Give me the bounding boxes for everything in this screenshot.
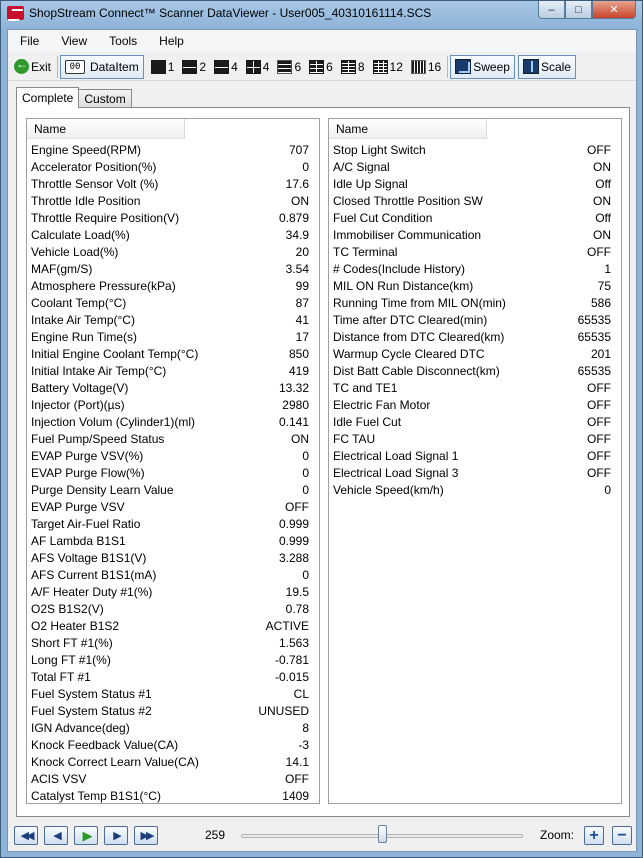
parameter-value: 0 bbox=[302, 466, 309, 480]
tab-strip bbox=[16, 87, 131, 108]
parameter-value: OFF bbox=[587, 143, 611, 157]
data-row[interactable] bbox=[27, 771, 319, 788]
parameter-value: ACTIVE bbox=[265, 619, 309, 633]
data-row[interactable] bbox=[27, 346, 319, 363]
parameter-name: A/F Heater Duty #1(%) bbox=[31, 585, 153, 599]
client-area bbox=[7, 29, 637, 852]
layout-2-label: 2 bbox=[199, 59, 207, 74]
exit-label: Exit bbox=[31, 59, 52, 74]
layout-8-button[interactable] bbox=[337, 55, 369, 79]
frame-slider-thumb[interactable] bbox=[378, 825, 387, 843]
data-row[interactable] bbox=[329, 193, 621, 210]
parameter-name: Purge Density Learn Value bbox=[31, 483, 174, 497]
data-row[interactable] bbox=[329, 482, 621, 499]
app-logo-icon bbox=[7, 6, 24, 20]
toolbar-separator bbox=[447, 56, 448, 78]
left-name-column-header[interactable]: Name bbox=[27, 119, 185, 139]
maximize-button[interactable]: □ bbox=[565, 1, 592, 19]
layout-1-button[interactable] bbox=[147, 55, 179, 79]
data-row[interactable] bbox=[329, 261, 621, 278]
data-row[interactable] bbox=[329, 363, 621, 380]
parameter-name: Vehicle Speed(km/h) bbox=[333, 483, 444, 497]
tab-custom[interactable]: Custom bbox=[78, 89, 131, 108]
parameter-value: 65535 bbox=[577, 330, 611, 344]
parameter-name: Fuel System Status #2 bbox=[31, 704, 152, 718]
parameter-name: Throttle Idle Position bbox=[31, 194, 141, 208]
data-row[interactable] bbox=[27, 788, 319, 804]
zoom-in-button[interactable]: + bbox=[584, 826, 604, 845]
right-rows bbox=[329, 139, 621, 499]
parameter-value: 14.1 bbox=[285, 755, 309, 769]
layout-6-rows-label: 6 bbox=[294, 59, 302, 74]
data-row[interactable] bbox=[27, 397, 319, 414]
parameter-name: AF Lambda B1S1 bbox=[31, 534, 126, 548]
menu-tools[interactable]: Tools bbox=[109, 34, 138, 48]
window-title: ShopStream Connect™ Scanner DataViewer - User005_40310161114.SCS bbox=[29, 6, 432, 20]
parameter-name: Catalyst Temp B1S1(°C) bbox=[31, 789, 161, 803]
title-bar[interactable] bbox=[1, 1, 642, 27]
parameter-value: 0.999 bbox=[278, 517, 309, 531]
data-row[interactable] bbox=[27, 329, 319, 346]
first-frame-button[interactable]: ◀◀ bbox=[14, 826, 38, 845]
parameter-value: 707 bbox=[288, 143, 309, 157]
data-row[interactable] bbox=[329, 142, 621, 159]
parameter-value: CL bbox=[293, 687, 309, 701]
parameter-name: IGN Advance(deg) bbox=[31, 721, 130, 735]
parameter-value: 3.288 bbox=[278, 551, 309, 565]
parameter-value: OFF bbox=[587, 466, 611, 480]
data-row[interactable] bbox=[329, 295, 621, 312]
parameter-value: 87 bbox=[295, 296, 309, 310]
parameter-name: Coolant Temp(°C) bbox=[31, 296, 127, 310]
grid-1-icon bbox=[151, 60, 166, 74]
parameter-name: Fuel Cut Condition bbox=[333, 211, 433, 225]
parameter-name: Distance from DTC Cleared(km) bbox=[333, 330, 505, 344]
parameter-name: Idle Fuel Cut bbox=[333, 415, 402, 429]
sweep-icon bbox=[455, 59, 471, 74]
layout-8-label: 8 bbox=[357, 59, 365, 74]
grid-2-icon bbox=[182, 60, 197, 74]
parameter-value: 0 bbox=[604, 483, 611, 497]
parameter-name: Immobiliser Communication bbox=[333, 228, 482, 242]
parameter-value: ON bbox=[593, 194, 611, 208]
parameter-name: EVAP Purge Flow(%) bbox=[31, 466, 145, 480]
parameter-value: OFF bbox=[285, 772, 309, 786]
scale-button[interactable] bbox=[518, 55, 576, 79]
data-row[interactable] bbox=[329, 210, 621, 227]
layout-4-rows-button[interactable] bbox=[210, 55, 242, 79]
parameter-name: Injector (Port)(µs) bbox=[31, 398, 125, 412]
parameter-name: MAF(gm/S) bbox=[31, 262, 93, 276]
parameter-name: Atmosphere Pressure(kPa) bbox=[31, 279, 176, 293]
data-row[interactable] bbox=[329, 159, 621, 176]
parameter-value: 17 bbox=[295, 330, 309, 344]
data-row[interactable] bbox=[329, 244, 621, 261]
parameter-name: Closed Throttle Position SW bbox=[333, 194, 483, 208]
parameter-name: Throttle Sensor Volt (%) bbox=[31, 177, 159, 191]
parameter-value: 3.54 bbox=[285, 262, 309, 276]
data-row[interactable] bbox=[27, 431, 319, 448]
parameter-name: Intake Air Temp(°C) bbox=[31, 313, 135, 327]
parameter-name: Knock Correct Learn Value(CA) bbox=[31, 755, 199, 769]
parameter-value: 0.78 bbox=[285, 602, 309, 616]
parameter-name: Fuel Pump/Speed Status bbox=[31, 432, 165, 446]
data-row[interactable] bbox=[329, 380, 621, 397]
left-rows bbox=[27, 139, 319, 804]
exit-icon bbox=[14, 59, 29, 74]
parameter-name: Fuel System Status #1 bbox=[31, 687, 152, 701]
data-row[interactable] bbox=[27, 533, 319, 550]
parameter-value: 0 bbox=[302, 160, 309, 174]
layout-12-button[interactable] bbox=[369, 55, 407, 79]
data-row[interactable] bbox=[27, 261, 319, 278]
parameter-value: 850 bbox=[288, 347, 309, 361]
next-frame-button[interactable]: ▶ bbox=[104, 826, 128, 845]
data-row[interactable] bbox=[27, 550, 319, 567]
parameter-name: Short FT #1(%) bbox=[31, 636, 113, 650]
parameter-value: OFF bbox=[587, 432, 611, 446]
data-row[interactable] bbox=[329, 176, 621, 193]
data-row[interactable] bbox=[27, 618, 319, 635]
grid-6-icon bbox=[309, 60, 324, 74]
parameter-name: Stop Light Switch bbox=[333, 143, 426, 157]
parameter-value: 1.563 bbox=[278, 636, 309, 650]
grid-8-icon bbox=[341, 60, 356, 74]
sweep-button[interactable] bbox=[450, 55, 515, 79]
parameter-name: EVAP Purge VSV bbox=[31, 500, 125, 514]
layout-2-button[interactable] bbox=[178, 55, 210, 79]
parameter-value: 1409 bbox=[282, 789, 309, 803]
data-row[interactable] bbox=[329, 329, 621, 346]
play-button[interactable]: ▶ bbox=[74, 826, 98, 845]
grid-4-icon bbox=[246, 60, 261, 74]
parameter-value: ON bbox=[291, 194, 309, 208]
data-row[interactable] bbox=[27, 193, 319, 210]
parameter-value: 34.9 bbox=[285, 228, 309, 242]
data-row[interactable] bbox=[27, 686, 319, 703]
data-row[interactable] bbox=[27, 652, 319, 669]
parameter-value: 0 bbox=[302, 449, 309, 463]
layout-12-label: 12 bbox=[389, 59, 403, 74]
parameter-value: 65535 bbox=[577, 364, 611, 378]
data-row[interactable] bbox=[27, 499, 319, 516]
data-row[interactable] bbox=[27, 210, 319, 227]
data-row[interactable] bbox=[27, 669, 319, 686]
data-row[interactable] bbox=[329, 448, 621, 465]
parameter-value: -0.781 bbox=[274, 653, 309, 667]
parameter-name: Time after DTC Cleared(min) bbox=[333, 313, 488, 327]
parameter-value: 20 bbox=[295, 245, 309, 259]
zoom-label: Zoom: bbox=[540, 828, 575, 842]
menu-help[interactable]: Help bbox=[159, 34, 184, 48]
sweep-label: Sweep bbox=[473, 59, 510, 74]
close-button[interactable]: ✕ bbox=[592, 1, 636, 19]
grid-6-rows-icon bbox=[277, 60, 292, 74]
parameter-name: AFS Voltage B1S1(V) bbox=[31, 551, 147, 565]
parameter-value: 8 bbox=[302, 721, 309, 735]
parameter-name: Warmup Cycle Cleared DTC bbox=[333, 347, 485, 361]
data-row[interactable] bbox=[27, 737, 319, 754]
data-row[interactable] bbox=[27, 754, 319, 771]
parameter-value: Off bbox=[595, 177, 611, 191]
parameter-name: Target Air-Fuel Ratio bbox=[31, 517, 141, 531]
scale-label: Scale bbox=[540, 59, 571, 74]
parameter-value: 0 bbox=[302, 483, 309, 497]
parameter-value: 99 bbox=[295, 279, 309, 293]
toolbar bbox=[8, 53, 636, 81]
parameter-name: Dist Batt Cable Disconnect(km) bbox=[333, 364, 500, 378]
parameter-value: ON bbox=[593, 160, 611, 174]
layout-4-grid-label: 4 bbox=[262, 59, 270, 74]
menu-bar bbox=[8, 30, 636, 52]
parameter-name: Electrical Load Signal 1 bbox=[333, 449, 459, 463]
tab-complete[interactable]: Complete bbox=[16, 87, 79, 108]
parameter-value: 201 bbox=[590, 347, 611, 361]
layout-1-label: 1 bbox=[167, 59, 175, 74]
parameter-value: 19.5 bbox=[285, 585, 309, 599]
layout-4-rows-label: 4 bbox=[231, 59, 238, 74]
toolbar-separator bbox=[57, 56, 58, 78]
data-row[interactable] bbox=[27, 278, 319, 295]
data-row[interactable] bbox=[27, 414, 319, 431]
data-row[interactable] bbox=[329, 346, 621, 363]
parameter-name: Running Time from MIL ON(min) bbox=[333, 296, 506, 310]
scale-icon bbox=[523, 59, 539, 74]
data-row[interactable] bbox=[27, 159, 319, 176]
grid-4-rows-icon bbox=[214, 60, 229, 74]
parameter-value: OFF bbox=[587, 415, 611, 429]
parameter-name: FC TAU bbox=[333, 432, 376, 446]
parameter-name: Injection Volum (Cylinder1)(ml) bbox=[31, 415, 196, 429]
dataitem-icon: 00 bbox=[65, 60, 85, 74]
parameter-value: OFF bbox=[587, 398, 611, 412]
dataitem-button[interactable] bbox=[60, 55, 144, 79]
parameter-name: Engine Speed(RPM) bbox=[31, 143, 142, 157]
parameter-name: AFS Current B1S1(mA) bbox=[31, 568, 157, 582]
previous-frame-button[interactable]: ◀ bbox=[44, 826, 68, 845]
window-controls bbox=[538, 1, 636, 19]
zoom-out-button[interactable]: − bbox=[612, 826, 632, 845]
layout-4-grid-button[interactable] bbox=[242, 55, 274, 79]
dataitem-label: DataItem bbox=[90, 59, 139, 74]
parameter-name: MIL ON Run Distance(km) bbox=[333, 279, 474, 293]
data-row[interactable] bbox=[27, 567, 319, 584]
parameter-value: 65535 bbox=[577, 313, 611, 327]
parameter-name: Engine Run Time(s) bbox=[31, 330, 138, 344]
parameter-name: Electric Fan Motor bbox=[333, 398, 431, 412]
data-row[interactable] bbox=[27, 142, 319, 159]
parameter-name: Initial Engine Coolant Temp(°C) bbox=[31, 347, 199, 361]
layout-6-grid-button[interactable] bbox=[305, 55, 337, 79]
parameter-value: 13.32 bbox=[278, 381, 309, 395]
layout-6-rows-button[interactable] bbox=[273, 55, 305, 79]
parameter-value: 75 bbox=[597, 279, 611, 293]
menu-file[interactable]: File bbox=[20, 34, 40, 48]
parameter-value: Off bbox=[595, 211, 611, 225]
parameter-name: Calculate Load(%) bbox=[31, 228, 130, 242]
last-frame-button[interactable]: ▶▶ bbox=[134, 826, 158, 845]
parameter-name: ACIS VSV bbox=[31, 772, 87, 786]
layout-16-label: 16 bbox=[427, 59, 442, 74]
layout-16-button[interactable] bbox=[407, 55, 445, 79]
grid-12-icon bbox=[373, 60, 388, 74]
data-row[interactable] bbox=[27, 312, 319, 329]
right-name-column-header[interactable]: Name bbox=[329, 119, 487, 139]
parameter-value: -0.015 bbox=[274, 670, 309, 684]
parameter-value: -3 bbox=[298, 738, 309, 752]
parameter-name: Total FT #1 bbox=[31, 670, 91, 684]
parameter-name: # Codes(Include History) bbox=[333, 262, 466, 276]
data-row[interactable] bbox=[27, 380, 319, 397]
parameter-value: 0.999 bbox=[278, 534, 309, 548]
data-row[interactable] bbox=[27, 295, 319, 312]
parameter-name: Accelerator Position(%) bbox=[31, 160, 157, 174]
data-row[interactable] bbox=[27, 635, 319, 652]
data-row[interactable] bbox=[27, 227, 319, 244]
grid-16-icon bbox=[411, 60, 426, 74]
parameter-name: TC Terminal bbox=[333, 245, 398, 259]
data-row[interactable] bbox=[329, 397, 621, 414]
data-row[interactable] bbox=[27, 448, 319, 465]
parameter-value: OFF bbox=[587, 245, 611, 259]
data-row[interactable] bbox=[27, 244, 319, 261]
parameter-name: Initial Intake Air Temp(°C) bbox=[31, 364, 167, 378]
parameter-value: 0.879 bbox=[278, 211, 309, 225]
menu-view[interactable]: View bbox=[61, 34, 88, 48]
parameter-value: 2980 bbox=[282, 398, 309, 412]
data-row[interactable] bbox=[27, 703, 319, 720]
parameter-value: ON bbox=[291, 432, 309, 446]
parameter-value: 17.6 bbox=[285, 177, 309, 191]
parameter-name: TC and TE1 bbox=[333, 381, 398, 395]
parameter-value: 1 bbox=[604, 262, 611, 276]
parameter-name: O2 Heater B1S2 bbox=[31, 619, 120, 633]
minimize-button[interactable]: – bbox=[538, 1, 565, 19]
data-row[interactable] bbox=[27, 516, 319, 533]
parameter-value: OFF bbox=[587, 381, 611, 395]
data-row[interactable] bbox=[27, 176, 319, 193]
parameter-name: Electrical Load Signal 3 bbox=[333, 466, 459, 480]
parameter-value: 0.141 bbox=[278, 415, 309, 429]
data-row[interactable] bbox=[329, 227, 621, 244]
frame-number: 259 bbox=[205, 828, 226, 842]
data-row[interactable] bbox=[27, 720, 319, 737]
data-row[interactable] bbox=[329, 414, 621, 431]
data-row[interactable] bbox=[27, 584, 319, 601]
data-row[interactable] bbox=[27, 601, 319, 618]
data-row[interactable] bbox=[27, 465, 319, 482]
parameter-value: UNUSED bbox=[258, 704, 309, 718]
left-data-list[interactable] bbox=[26, 118, 320, 804]
parameter-name: Battery Voltage(V) bbox=[31, 381, 129, 395]
right-data-list[interactable] bbox=[328, 118, 622, 804]
parameter-name: Idle Up Signal bbox=[333, 177, 408, 191]
tab-panel-complete bbox=[16, 107, 630, 817]
parameter-name: A/C Signal bbox=[333, 160, 390, 174]
parameter-value: 419 bbox=[288, 364, 309, 378]
parameter-name: Throttle Require Position(V) bbox=[31, 211, 180, 225]
parameter-value: ON bbox=[593, 228, 611, 242]
parameter-name: O2S B1S2(V) bbox=[31, 602, 104, 616]
data-row[interactable] bbox=[329, 431, 621, 448]
data-row[interactable] bbox=[27, 482, 319, 499]
parameter-name: Vehicle Load(%) bbox=[31, 245, 119, 259]
data-row[interactable] bbox=[329, 312, 621, 329]
layout-6-grid-label: 6 bbox=[326, 59, 333, 74]
playback-bar bbox=[8, 820, 636, 851]
data-row[interactable] bbox=[329, 465, 621, 482]
exit-button[interactable] bbox=[10, 55, 55, 79]
parameter-value: OFF bbox=[587, 449, 611, 463]
parameter-name: Knock Feedback Value(CA) bbox=[31, 738, 179, 752]
data-row[interactable] bbox=[27, 363, 319, 380]
parameter-name: EVAP Purge VSV(%) bbox=[31, 449, 144, 463]
parameter-value: 0 bbox=[302, 568, 309, 582]
parameter-name: Long FT #1(%) bbox=[31, 653, 111, 667]
parameter-value: 41 bbox=[295, 313, 309, 327]
parameter-value: 586 bbox=[590, 296, 611, 310]
data-row[interactable] bbox=[329, 278, 621, 295]
parameter-value: OFF bbox=[285, 500, 309, 514]
